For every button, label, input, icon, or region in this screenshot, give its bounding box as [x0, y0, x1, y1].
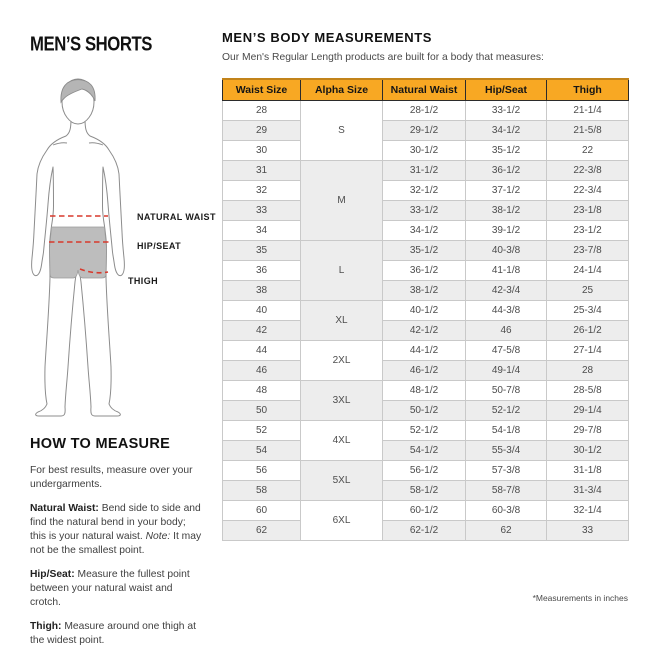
waist-size-cell: 52: [223, 420, 301, 440]
intro-text: For best results, measure over your undergarments.: [30, 465, 193, 490]
hip-seat-cell: 47-5/8: [466, 340, 547, 360]
table-row: [223, 460, 629, 480]
thigh-cell: 29-7/8: [547, 420, 629, 440]
table-row: [223, 140, 629, 160]
table-row: [223, 500, 629, 520]
natural-waist-cell: 33-1/2: [383, 200, 466, 220]
natural-waist-desc-2: It may not be the smallest point.: [30, 531, 202, 556]
natural-waist-cell: 60-1/2: [383, 500, 466, 520]
natural-waist-cell: 48-1/2: [383, 380, 466, 400]
natural-waist-cell: 34-1/2: [383, 220, 466, 240]
table-row: [223, 300, 629, 320]
size-table-header: [223, 79, 629, 100]
table-row: [223, 200, 629, 220]
hip-seat-label: HIP/SEAT: [137, 241, 182, 251]
waist-size-cell: 60: [223, 500, 301, 520]
hip-seat-cell: 62: [466, 520, 547, 540]
hip-seat-cell: 44-3/8: [466, 300, 547, 320]
waist-size-cell: 54: [223, 440, 301, 460]
thigh-cell: 26-1/2: [547, 320, 629, 340]
waist-size-cell: 62: [223, 520, 301, 540]
column-header-waist-size: Waist Size: [223, 79, 301, 100]
thigh-cell: 22: [547, 140, 629, 160]
waist-size-cell: 28: [223, 100, 301, 120]
natural-waist-term: Natural Waist:: [30, 503, 99, 514]
how-to-measure-section: [30, 436, 204, 646]
hip-seat-cell: 38-1/2: [466, 200, 547, 220]
table-row: [223, 160, 629, 180]
thigh-desc: Measure around one thigh at the widest point.: [30, 621, 196, 646]
waist-size-cell: 36: [223, 260, 301, 280]
natural-waist-label: NATURAL WAIST: [137, 212, 216, 222]
alpha-size-cell: 2XL: [301, 340, 383, 380]
waist-size-cell: 38: [223, 280, 301, 300]
thigh-cell: 23-1/2: [547, 220, 629, 240]
waist-size-cell: 33: [223, 200, 301, 220]
waist-size-cell: 34: [223, 220, 301, 240]
natural-waist-cell: 32-1/2: [383, 180, 466, 200]
measurements-heading: MEN’S BODY MEASUREMENTS: [222, 30, 433, 45]
thigh-cell: 24-1/4: [547, 260, 629, 280]
alpha-size-cell: XL: [301, 300, 383, 340]
natural-waist-cell: 30-1/2: [383, 140, 466, 160]
note-label: Note:: [145, 531, 171, 542]
natural-waist-cell: 36-1/2: [383, 260, 466, 280]
waist-size-cell: 42: [223, 320, 301, 340]
thigh-cell: 32-1/4: [547, 500, 629, 520]
hip-seat-cell: 42-3/4: [466, 280, 547, 300]
hip-seat-cell: 46: [466, 320, 547, 340]
table-row: [223, 260, 629, 280]
table-row: [223, 120, 629, 140]
thigh-cell: 28: [547, 360, 629, 380]
waist-size-cell: 48: [223, 380, 301, 400]
measurements-subheading: Our Men's Regular Length products are built for a body that measures:: [222, 52, 544, 63]
column-header-thigh: Thigh: [547, 79, 629, 100]
table-row: [223, 400, 629, 420]
hip-seat-term: Hip/Seat:: [30, 569, 75, 580]
size-table-body: [223, 100, 629, 540]
alpha-size-cell: S: [301, 100, 383, 160]
hip-seat-cell: 58-7/8: [466, 480, 547, 500]
table-row: [223, 360, 629, 380]
thigh-cell: 27-1/4: [547, 340, 629, 360]
thigh-cell: 23-7/8: [547, 240, 629, 260]
page-title: MEN’S SHORTS: [30, 33, 152, 56]
thigh-cell: 31-1/8: [547, 460, 629, 480]
alpha-size-cell: M: [301, 160, 383, 240]
alpha-size-cell: 6XL: [301, 500, 383, 540]
waist-size-cell: 40: [223, 300, 301, 320]
header-row: [223, 79, 629, 100]
measurements-footnote: *Measurements in inches: [532, 593, 628, 603]
thigh-cell: 21-1/4: [547, 100, 629, 120]
table-row: [223, 280, 629, 300]
alpha-size-cell: 5XL: [301, 460, 383, 500]
hip-seat-desc: Measure the fullest point between your natural waist and crotch.: [30, 569, 190, 608]
natural-waist-cell: 56-1/2: [383, 460, 466, 480]
table-row: [223, 480, 629, 500]
waist-size-cell: 32: [223, 180, 301, 200]
thigh-cell: 31-3/4: [547, 480, 629, 500]
hip-seat-cell: 49-1/4: [466, 360, 547, 380]
size-table: [222, 78, 629, 541]
natural-waist-desc-1: Bend side to side and find the natural bend in your body; this is your natural waist.: [30, 503, 201, 542]
column-header-natural-waist: Natural Waist: [383, 79, 466, 100]
hip-seat-cell: 35-1/2: [466, 140, 547, 160]
body-figure-svg: [25, 72, 131, 420]
natural-waist-cell: 40-1/2: [383, 300, 466, 320]
hip-seat-cell: 57-3/8: [466, 460, 547, 480]
hip-seat-cell: 50-7/8: [466, 380, 547, 400]
natural-waist-cell: 52-1/2: [383, 420, 466, 440]
figure-shorts: [50, 227, 107, 278]
measure-hip-seat-text: [30, 568, 204, 610]
alpha-size-cell: 3XL: [301, 380, 383, 420]
thigh-label: THIGH: [128, 276, 158, 286]
natural-waist-cell: 35-1/2: [383, 240, 466, 260]
table-row: [223, 340, 629, 360]
thigh-cell: 29-1/4: [547, 400, 629, 420]
thigh-cell: 25-3/4: [547, 300, 629, 320]
column-header-alpha-size: Alpha Size: [301, 79, 383, 100]
hip-seat-cell: 36-1/2: [466, 160, 547, 180]
table-row: [223, 100, 629, 120]
table-row: [223, 420, 629, 440]
natural-waist-cell: 44-1/2: [383, 340, 466, 360]
thigh-cell: 33: [547, 520, 629, 540]
measure-intro-text: [30, 464, 204, 492]
natural-waist-cell: 31-1/2: [383, 160, 466, 180]
column-header-hip-seat: Hip/Seat: [466, 79, 547, 100]
thigh-cell: 30-1/2: [547, 440, 629, 460]
table-row: [223, 520, 629, 540]
waist-size-cell: 56: [223, 460, 301, 480]
natural-waist-cell: 29-1/2: [383, 120, 466, 140]
thigh-cell: 21-5/8: [547, 120, 629, 140]
table-row: [223, 180, 629, 200]
hip-seat-cell: 52-1/2: [466, 400, 547, 420]
waist-size-cell: 44: [223, 340, 301, 360]
thigh-cell: 23-1/8: [547, 200, 629, 220]
thigh-cell: 28-5/8: [547, 380, 629, 400]
thigh-cell: 22-3/4: [547, 180, 629, 200]
table-row: [223, 380, 629, 400]
waist-size-cell: 30: [223, 140, 301, 160]
hip-seat-cell: 37-1/2: [466, 180, 547, 200]
table-row: [223, 240, 629, 260]
natural-waist-cell: 28-1/2: [383, 100, 466, 120]
alpha-size-cell: L: [301, 240, 383, 300]
natural-waist-cell: 42-1/2: [383, 320, 466, 340]
waist-size-cell: 29: [223, 120, 301, 140]
waist-size-cell: 46: [223, 360, 301, 380]
hip-seat-cell: 39-1/2: [466, 220, 547, 240]
hip-seat-cell: 41-1/8: [466, 260, 547, 280]
alpha-size-cell: 4XL: [301, 420, 383, 460]
waist-size-cell: 31: [223, 160, 301, 180]
natural-waist-cell: 62-1/2: [383, 520, 466, 540]
measure-natural-waist-text: [30, 502, 204, 558]
hip-seat-cell: 54-1/8: [466, 420, 547, 440]
measure-thigh-text: [30, 620, 204, 646]
table-row: [223, 320, 629, 340]
how-to-measure-heading: HOW TO MEASURE: [30, 436, 171, 452]
table-row: [223, 220, 629, 240]
waist-size-cell: 50: [223, 400, 301, 420]
body-figure: [25, 72, 131, 420]
thigh-term: Thigh:: [30, 621, 62, 632]
hip-seat-cell: 34-1/2: [466, 120, 547, 140]
hip-seat-cell: 33-1/2: [466, 100, 547, 120]
table-row: [223, 440, 629, 460]
natural-waist-cell: 58-1/2: [383, 480, 466, 500]
waist-size-cell: 58: [223, 480, 301, 500]
natural-waist-cell: 54-1/2: [383, 440, 466, 460]
hip-seat-cell: 55-3/4: [466, 440, 547, 460]
thigh-cell: 22-3/8: [547, 160, 629, 180]
hip-seat-cell: 40-3/8: [466, 240, 547, 260]
thigh-cell: 25: [547, 280, 629, 300]
natural-waist-cell: 46-1/2: [383, 360, 466, 380]
natural-waist-cell: 38-1/2: [383, 280, 466, 300]
waist-size-cell: 35: [223, 240, 301, 260]
natural-waist-cell: 50-1/2: [383, 400, 466, 420]
hip-seat-cell: 60-3/8: [466, 500, 547, 520]
